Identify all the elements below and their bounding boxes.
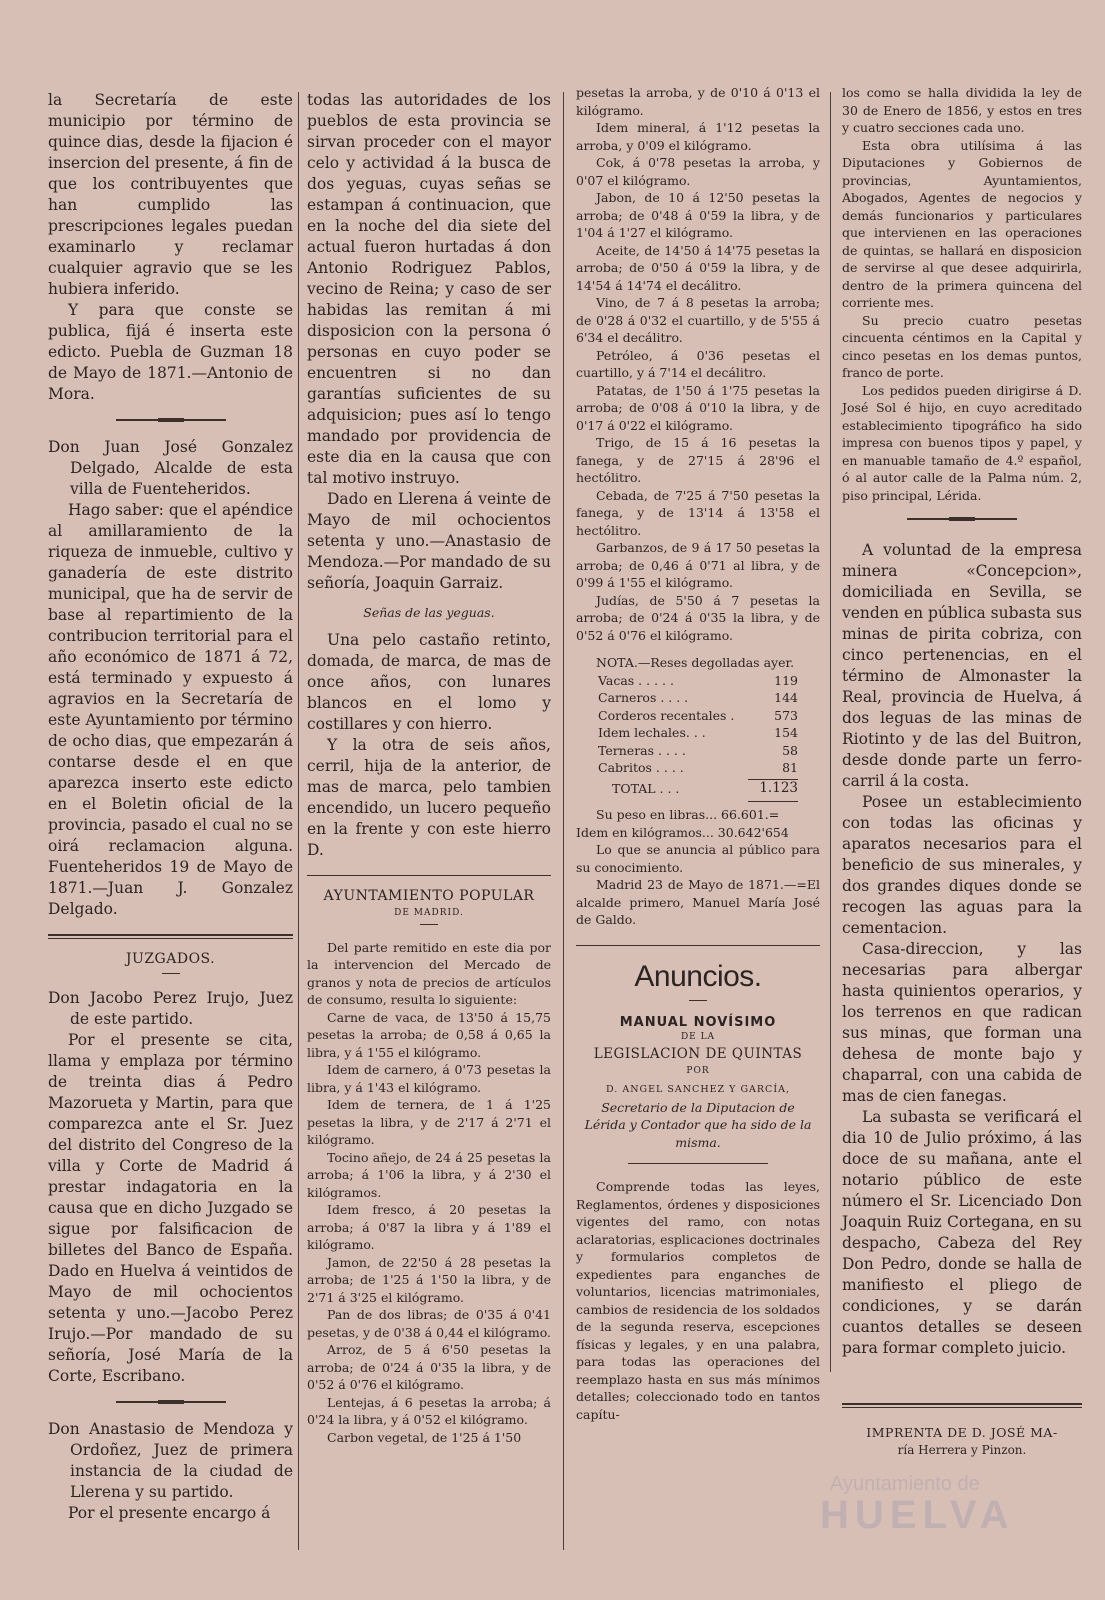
price-item: Petróleo, á 0'36 pesetas el cuartillo, y á 7'14 el decálitro. (576, 347, 820, 380)
price-item: Lentejas, á 6 pesetas la arroba; á 0'24 la libra, y á 0'52 el kilógramo. (307, 1394, 551, 1427)
price-item: pesetas la arroba, y de 0'10 á 0'13 el kilógramo. (576, 85, 820, 118)
row-label: Vacas . . . . . (598, 672, 674, 688)
table-row (598, 707, 798, 725)
ad-price: Su precio cuatro pesetas cincuenta céntimos en la Capital y cinco pesetas en los demas puntos, franco de porte. (842, 312, 1082, 380)
ornament-divider (116, 1401, 226, 1403)
price-item: Idem de ternera, de 1 á 1'25 pesetas la libra, y de 2'17 á 2'71 el kilógramo. (307, 1097, 551, 1147)
imprint-line: ría Herrera y Pinzon. (897, 1442, 1027, 1457)
mine-sale-text: Posee un establecimiento con todas las oficinas y aparatos necesarios para el beneficio de sus minerales, y dos grandes diques donde se recogen las aguas para la cementacion. (842, 793, 1082, 937)
watermark-text: HUELVA (820, 1493, 1015, 1537)
imprint-line: IMPRENTA DE D. JOSÉ MA- (866, 1425, 1058, 1440)
subsection-title: Señas de las yeguas. (363, 605, 495, 620)
ornament-divider (907, 518, 1017, 520)
price-item: Judías, de 5'50 á 7 pesetas la arroba; de 0'24 á 0'35 la libra, y de 0'52 á 0'76 el kilógramo. (576, 592, 820, 643)
column-rule (563, 92, 564, 1550)
notice-text: todas las autoridades de los pueblos de esta provincia se sirvan proceder con el mayor celo y actividad á la busca de dos yeguas, cuyas señas se estampan á continuacion, que en la noche del dia siete del actual fueron hurtadas á don Antonio Rodriguez Pablos, vecino de Reina; y caso de ser habidas las remitan á mi disposicion con la persona ó personas en cuyo poder se encuentren si no dan garantías suficientes de su adquisicion; pues así lo tengo mandado por providencia de este dia en la causa que con tal motivo instruyo. (307, 91, 551, 487)
column-4 (842, 80, 1082, 1459)
short-divider (628, 1163, 768, 1164)
price-item: Idem de carnero, á 0'73 pesetas la libra, y á 1'43 el kilógramo. (307, 1062, 551, 1095)
row-value: 119 (774, 672, 798, 688)
ad-text: Comprende todas las leyes, Reglamentos, órdenes y disposiciones vigentes del ramo, con notas aclaratorias, esplicaciones doctrinales y formularios completos de expedientes para enganches de voluntarios, licencias matrimoniales, cambios de residencia de los soldados de la segunda reserva, escepciones físicas y legales, y en una palabra, para todas las operaciones del reemplazo hasta en sus más mínimos detalles; coleccionado todo en tantos capítu- (576, 1179, 820, 1422)
price-item: Carbon vegetal, de 1'25 á 1'50 (327, 1429, 522, 1445)
row-label: Corderos recentales . (598, 707, 735, 723)
price-item: Jamon, de 22'50 á 28 pesetas la arroba; de 1'25 á 1'50 la libra, y de 2'71 á 3'25 el kilógramo. (307, 1254, 551, 1305)
row-value: 573 (774, 707, 798, 723)
price-item: Carne de vaca, de 13'50 á 15,75 pesetas la arroba; de 0,58 á 0,65 la libra, y á 1'55 el kilógramo. (307, 1009, 551, 1060)
price-item: Patatas, de 1'50 á 1'75 pesetas la arroba; de 0'08 á 0'10 la libra, y de 0'17 á 0'22 el kilógramo. (576, 382, 820, 433)
price-item: Pan de dos libras; de 0'35 á 0'41 pesetas, y de 0'38 á 0,44 el kilógramo. (307, 1307, 551, 1340)
table-row (598, 759, 798, 777)
price-item: Idem fresco, á 20 pesetas la arroba; á 0'87 la libra y á 1'89 el kilógramo. (307, 1202, 551, 1252)
table-row (598, 742, 798, 760)
slaughter-table (598, 672, 798, 803)
table-row (598, 724, 798, 742)
ad-author: D. ANGEL SANCHEZ Y GARCÍA, (606, 1083, 790, 1095)
edict-heading: Don Juan José Gonzalez Delgado, Alcalde de esta villa de Fuenteheridos. (48, 438, 293, 498)
column-1 (48, 80, 293, 1524)
row-label: Cabritos . . . . (598, 760, 684, 775)
price-item: Jabon, de 10 á 12'50 pesetas la arroba; de 0'48 á 0'59 la libra, y de 1'04 á 1'27 el kilógramo. (576, 190, 820, 240)
edict-text: la Secretaría de este municipio por término de quince dias, desde la fijacion é insercion del presente, á fin de que los contribuyentes que han cumplido las prescripciones legales puedan examinarlo y reclamar cualquier agravio que se les hubiera inferido. (48, 91, 293, 298)
price-item: Vino, de 7 á 8 pesetas la arroba; de 0'28 á 0'32 el cuartillo, y de 5'55 á 6'34 el decálitro. (576, 295, 820, 345)
ad-text: los como se halla dividida la ley de 30 de Enero de 1856, y estos en tres y cuatro secciones cada uno. (842, 85, 1082, 135)
row-label: Carneros . . . . (598, 690, 689, 705)
row-value: 58 (782, 742, 798, 758)
description-text: Y la otra de seis años, cerril, hija de la anterior, de mas de marca, pelo tambien encendido, un lucero pequeño en la frente y con este hierro D. (307, 735, 551, 859)
column-rule (830, 92, 831, 1372)
total-value: 1.123 (759, 779, 798, 796)
ad-title: MANUAL NOVÍSIMO (619, 1014, 777, 1030)
row-value: 81 (782, 760, 798, 775)
watermark-logo (800, 1455, 1015, 1565)
mine-sale-text: La subasta se verificará el dia 10 de Julio próximo, á las doce de su mañana, ante el notario público de este número el Sr. Licenciado Don Joaquin Ruiz Cortegana, en su despacho, Cabeza del Rey Don Pedro, donde se halla de manifiesto el pliego de condiciones, y se darán cuantos detalles se deseen para formar completo juicio. (842, 1108, 1082, 1357)
column-2 (307, 80, 551, 1446)
weight-line: Su peso en libras... 66.601.= (596, 807, 780, 822)
ad-text: Esta obra utilísima á las Diputaciones y Gobiernos de provincias, Ayuntamientos, Abogados, Agentes de negocios y demás funcionarios y particulares que intervienen en las operaciones de quintas, se hallará en disposicion de servirse al que desee adquirirla, dentro de la primera quincena del corriente mes. (842, 137, 1082, 310)
mine-sale-text: Casa-direccion, y las necesarias para albergar hasta quinientos operarios, y los terrenos en que radican sus minas, que forman una dehesa de monte bajo y chaparral, con una cabida de mas de cien fanegas. (842, 940, 1082, 1105)
total-row (598, 780, 798, 798)
price-item: Cok, á 0'78 pesetas la arroba, y 0'07 el kilógramo. (576, 155, 820, 188)
notice-signature: Madrid 23 de Mayo de 1871.—=El alcalde primero, Manuel María José de Galdo. (576, 877, 820, 927)
ad-title-main: LEGISLACION DE QUINTAS (593, 1045, 803, 1062)
watermark-text: Ayuntamiento de (830, 1473, 980, 1495)
section-divider (48, 934, 293, 939)
section-subtitle: DE MADRID. (394, 907, 464, 918)
ad-orders: Los pedidos pueden dirigirse á D. José Sol é hijo, en cuyo acreditado establecimiento tipográfico ha sido impresa con buenos tipos y papel, y en manuable tamaño de 4.º español, ó al autor calle de la Palma núm. 2, piso principal, Lérida. (842, 382, 1082, 503)
section-title-anuncios: Anuncios. (634, 959, 762, 993)
nota-heading: NOTA.—Reses degolladas ayer. (596, 655, 795, 670)
judge-text: Por el presente se cita, llama y emplaza por término de treinta dias á Pedro Mazorueta y Martin, para que comparezca ante el Sr. Juez del distrito del Congreso de la villa y Corte de Madrid á prestar indagatoria en la causa que en dicho Juzgado se sigue por falsificacion de billetes del Banco de España. Dado en Huelva á veintidos de Mayo de mil ochocientos setenta y uno.—Jacobo Perez Irujo.—Por mandado de su señoría, José María de la Corte, Escribano. (48, 1031, 293, 1385)
section-title-ayuntamiento: AYUNTAMIENTO POPULAR (323, 887, 535, 904)
price-item: Arroz, de 5 á 6'50 pesetas la arroba; de 0'24 á 0'35 la libra, y de 0'52 á 0'76 el kilógramo. (307, 1342, 551, 1392)
price-item: Aceite, de 14'50 á 14'75 pesetas la arroba; de 0'50 á 0'59 la libra, y de 14'54 á 14'74 el decálitro. (576, 242, 820, 293)
weight-line: Idem en kilógramos... 30.642'654 (576, 824, 789, 840)
notice-text: Lo que se anuncia al público para su conocimiento. (576, 842, 820, 875)
dash-divider (420, 924, 438, 925)
column-rule (298, 92, 299, 1550)
ad-by: POR (686, 1065, 710, 1076)
dash-divider (689, 1000, 707, 1001)
row-value: 144 (774, 690, 798, 705)
mine-sale-text: A voluntad de la empresa minera «Concepcion», domiciliada en Sevilla, se venden en pública subasta sus minas de pirita cobriza, con cinco pertenencias, en el término de Almonaster la Real, provincia de Huelva, á dos leguas de las minas de Riotinto y de las del Buitron, desde donde parte un ferro-carril á la costa. (842, 541, 1082, 790)
section-title-juzgados: JUZGADOS. (125, 951, 216, 967)
row-value: 154 (774, 725, 798, 740)
edict-text: Hago saber: que el apéndice al amillaramiento de la riqueza de inmueble, cultivo y ganadería de este distrito municipal, que ha de servir de base al repartimiento de la contribucion territorial para el año económico de 1871 á 72, está terminado y expuesto á agravios en la Secretaría de este Ayuntamiento por término de ocho dias, que empezarán á contarse desde el en que aparezca inserto este edicto en el Boletin oficial de la provincia, pasado el cual no se oirá reclamacion alguna. Fuenteheridos 19 de Mayo de 1871.—Juan J. Gonzalez Delgado. (48, 501, 293, 918)
price-item: Tocino añejo, de 24 á 25 pesetas la arroba; á 1'06 la libra, y á 2'30 el kilógramos. (307, 1149, 551, 1200)
notice-closing: Dado en Llerena á veinte de Mayo de mil ochocientos setenta y uno.—Anastasio de Mendoza.—Por mandado de su señoría, Joaquin Garraiz. (307, 490, 551, 592)
judge-text: Por el presente encargo á (68, 1504, 271, 1522)
price-item: Garbanzos, de 9 á 17 50 pesetas la arroba; de 0,46 á 0'71 al libra, y de 0'99 á 1'55 el kilógramo. (576, 540, 820, 590)
price-text: Del parte remitido en este dia por la intervencion del Mercado de granos y nota de precios de artículos de consumo, resulta lo siguiente: (307, 939, 551, 1007)
ornament-divider (116, 419, 226, 421)
edict-closing: Y para que conste se publica, fijá é inserta este edicto. Puebla de Guzman 18 de Mayo de 1871.—Antonio de Mora. (48, 301, 293, 403)
price-item: Trigo, de 15 á 16 pesetas la fanega, y de 27'15 á 28'96 el hectólitro. (576, 435, 820, 485)
judge-heading: Don Anastasio de Mendoza y Ordoñez, Juez de primera instancia de la ciudad de Llerena y su partido. (48, 1420, 293, 1501)
ad-author-title: Secretario de la Diputacion de Lérida y Contador que ha sido de la misma. (584, 1099, 812, 1150)
table-row (598, 689, 798, 707)
row-label: Terneras . . . . (598, 742, 686, 758)
row-label: Idem lechales. . . (598, 725, 706, 740)
dash-divider (162, 973, 180, 974)
price-item: Idem mineral, á 1'12 pesetas la arroba, y 0'09 el kilógramo. (576, 120, 820, 153)
ad-title-connector: DE LA (680, 1031, 716, 1042)
table-row (598, 672, 798, 690)
price-item: Cebada, de 7'25 á 7'50 pesetas la fanega, y de 13'14 á 13'58 el hectólitro. (576, 487, 820, 538)
judge-heading: Don Jacobo Perez Irujo, Juez de este partido. (48, 989, 293, 1028)
column-3 (576, 80, 820, 1423)
section-divider (307, 875, 551, 876)
section-divider (576, 945, 820, 946)
total-label: TOTAL . . . (612, 780, 680, 796)
description-text: Una pelo castaño retinto, domada, de marca, de mas de once años, con lunares blancos en el lomo y costillares y con hierro. (307, 630, 551, 733)
section-divider (842, 1403, 1082, 1408)
